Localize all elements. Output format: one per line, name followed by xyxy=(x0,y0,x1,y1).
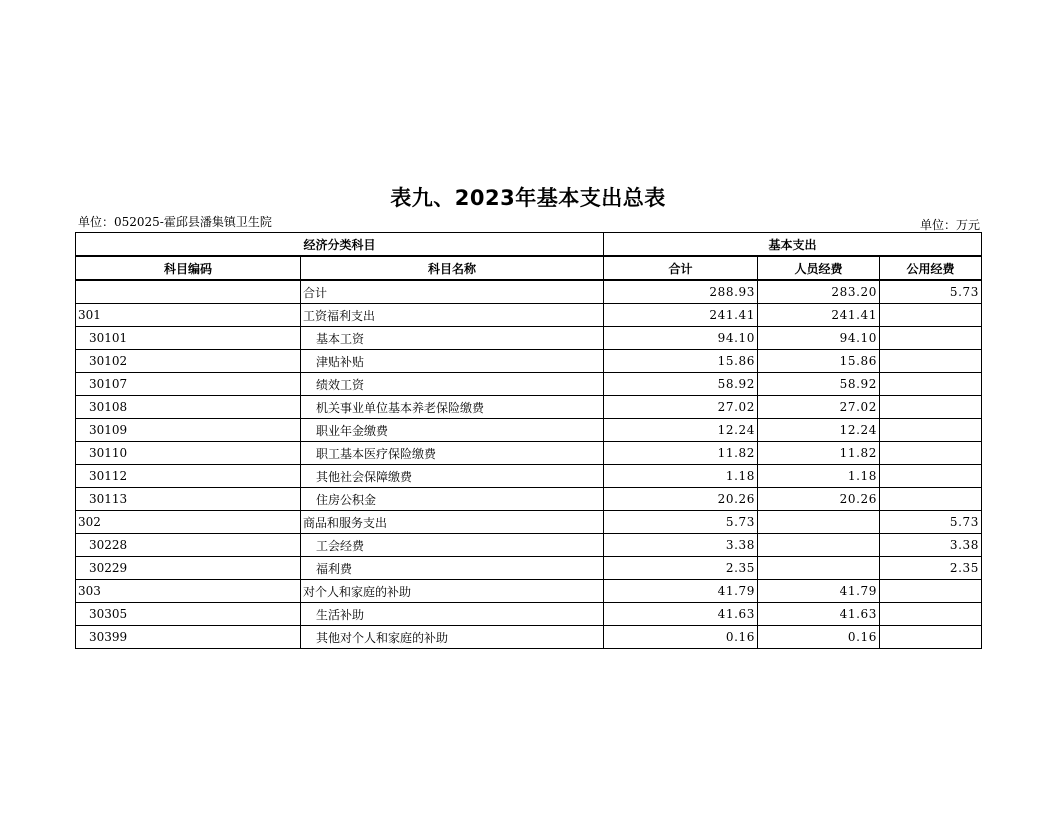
cell-total: 20.26 xyxy=(604,488,758,511)
header-total: 合计 xyxy=(604,256,758,280)
cell-personnel: 41.63 xyxy=(758,603,880,626)
header-econ-category: 经济分类科目 xyxy=(76,233,604,257)
cell-code: 301 xyxy=(76,304,301,327)
cell-name: 其他社会保障缴费 xyxy=(301,465,604,488)
cell-total: 288.93 xyxy=(604,280,758,304)
table-row xyxy=(76,603,982,626)
cell-code: 30110 xyxy=(76,442,301,465)
cell-personnel xyxy=(758,557,880,580)
cell-public xyxy=(880,350,982,373)
cell-total: 41.79 xyxy=(604,580,758,603)
cell-code: 30228 xyxy=(76,534,301,557)
cell-name: 其他对个人和家庭的补助 xyxy=(301,626,604,649)
table-row xyxy=(76,419,982,442)
cell-name: 绩效工资 xyxy=(301,373,604,396)
cell-name: 工资福利支出 xyxy=(301,304,604,327)
cell-total: 3.38 xyxy=(604,534,758,557)
cell-name: 基本工资 xyxy=(301,327,604,350)
table-body xyxy=(76,280,982,649)
cell-personnel: 0.16 xyxy=(758,626,880,649)
cell-public xyxy=(880,327,982,350)
cell-personnel: 1.18 xyxy=(758,465,880,488)
cell-name: 福利费 xyxy=(301,557,604,580)
cell-total: 11.82 xyxy=(604,442,758,465)
cell-public: 2.35 xyxy=(880,557,982,580)
cell-code: 30305 xyxy=(76,603,301,626)
cell-personnel: 283.20 xyxy=(758,280,880,304)
cell-code xyxy=(76,280,301,304)
table-row xyxy=(76,626,982,649)
cell-code: 302 xyxy=(76,511,301,534)
table-row xyxy=(76,534,982,557)
cell-public xyxy=(880,626,982,649)
cell-name: 生活补助 xyxy=(301,603,604,626)
unit-label: 单位：052025-霍邱县潘集镇卫生院 xyxy=(78,215,272,229)
cell-public xyxy=(880,580,982,603)
currency-unit-label: 单位：万元 xyxy=(919,218,980,232)
cell-total: 58.92 xyxy=(604,373,758,396)
cell-name: 机关事业单位基本养老保险缴费 xyxy=(301,396,604,419)
cell-code: 30107 xyxy=(76,373,301,396)
table-row xyxy=(76,373,982,396)
cell-total: 0.16 xyxy=(604,626,758,649)
header-personnel: 人员经费 xyxy=(758,256,880,280)
cell-total: 5.73 xyxy=(604,511,758,534)
header-public: 公用经费 xyxy=(880,256,982,280)
cell-name: 工会经费 xyxy=(301,534,604,557)
cell-personnel: 27.02 xyxy=(758,396,880,419)
cell-public xyxy=(880,419,982,442)
table-row xyxy=(76,304,982,327)
cell-name: 住房公积金 xyxy=(301,488,604,511)
basic-expenditure-table xyxy=(75,232,982,649)
cell-code: 30112 xyxy=(76,465,301,488)
cell-code: 30101 xyxy=(76,327,301,350)
cell-public xyxy=(880,442,982,465)
cell-total: 241.41 xyxy=(604,304,758,327)
header-name: 科目名称 xyxy=(301,256,604,280)
cell-name: 合计 xyxy=(301,280,604,304)
cell-total: 41.63 xyxy=(604,603,758,626)
cell-personnel: 241.41 xyxy=(758,304,880,327)
cell-public xyxy=(880,373,982,396)
cell-total: 2.35 xyxy=(604,557,758,580)
cell-code: 30108 xyxy=(76,396,301,419)
cell-code: 303 xyxy=(76,580,301,603)
table-header-group-row xyxy=(76,233,982,257)
table-row xyxy=(76,442,982,465)
cell-public: 3.38 xyxy=(880,534,982,557)
cell-total: 1.18 xyxy=(604,465,758,488)
table-row xyxy=(76,280,982,304)
table-row xyxy=(76,396,982,419)
cell-public: 5.73 xyxy=(880,511,982,534)
table-row xyxy=(76,511,982,534)
cell-personnel: 12.24 xyxy=(758,419,880,442)
cell-public: 5.73 xyxy=(880,280,982,304)
table-row xyxy=(76,557,982,580)
cell-code: 30109 xyxy=(76,419,301,442)
header-basic-expenditure: 基本支出 xyxy=(604,233,982,257)
header-code: 科目编码 xyxy=(76,256,301,280)
cell-personnel: 15.86 xyxy=(758,350,880,373)
table-header-row xyxy=(76,256,982,280)
cell-total: 15.86 xyxy=(604,350,758,373)
cell-public xyxy=(880,465,982,488)
page-title: 表九、2023年基本支出总表 xyxy=(390,186,666,210)
cell-code: 30399 xyxy=(76,626,301,649)
cell-personnel: 11.82 xyxy=(758,442,880,465)
cell-public xyxy=(880,304,982,327)
table-row xyxy=(76,327,982,350)
cell-personnel xyxy=(758,511,880,534)
cell-name: 职工基本医疗保险缴费 xyxy=(301,442,604,465)
cell-public xyxy=(880,396,982,419)
cell-total: 12.24 xyxy=(604,419,758,442)
cell-code: 30113 xyxy=(76,488,301,511)
table-row xyxy=(76,488,982,511)
table-row xyxy=(76,465,982,488)
cell-personnel: 58.92 xyxy=(758,373,880,396)
cell-name: 津贴补贴 xyxy=(301,350,604,373)
cell-personnel: 41.79 xyxy=(758,580,880,603)
cell-name: 对个人和家庭的补助 xyxy=(301,580,604,603)
table-row xyxy=(76,350,982,373)
cell-total: 27.02 xyxy=(604,396,758,419)
cell-code: 30102 xyxy=(76,350,301,373)
cell-public xyxy=(880,488,982,511)
cell-code: 30229 xyxy=(76,557,301,580)
table-row xyxy=(76,580,982,603)
cell-personnel: 20.26 xyxy=(758,488,880,511)
cell-name: 职业年金缴费 xyxy=(301,419,604,442)
cell-personnel: 94.10 xyxy=(758,327,880,350)
cell-name: 商品和服务支出 xyxy=(301,511,604,534)
cell-total: 94.10 xyxy=(604,327,758,350)
cell-personnel xyxy=(758,534,880,557)
cell-public xyxy=(880,603,982,626)
